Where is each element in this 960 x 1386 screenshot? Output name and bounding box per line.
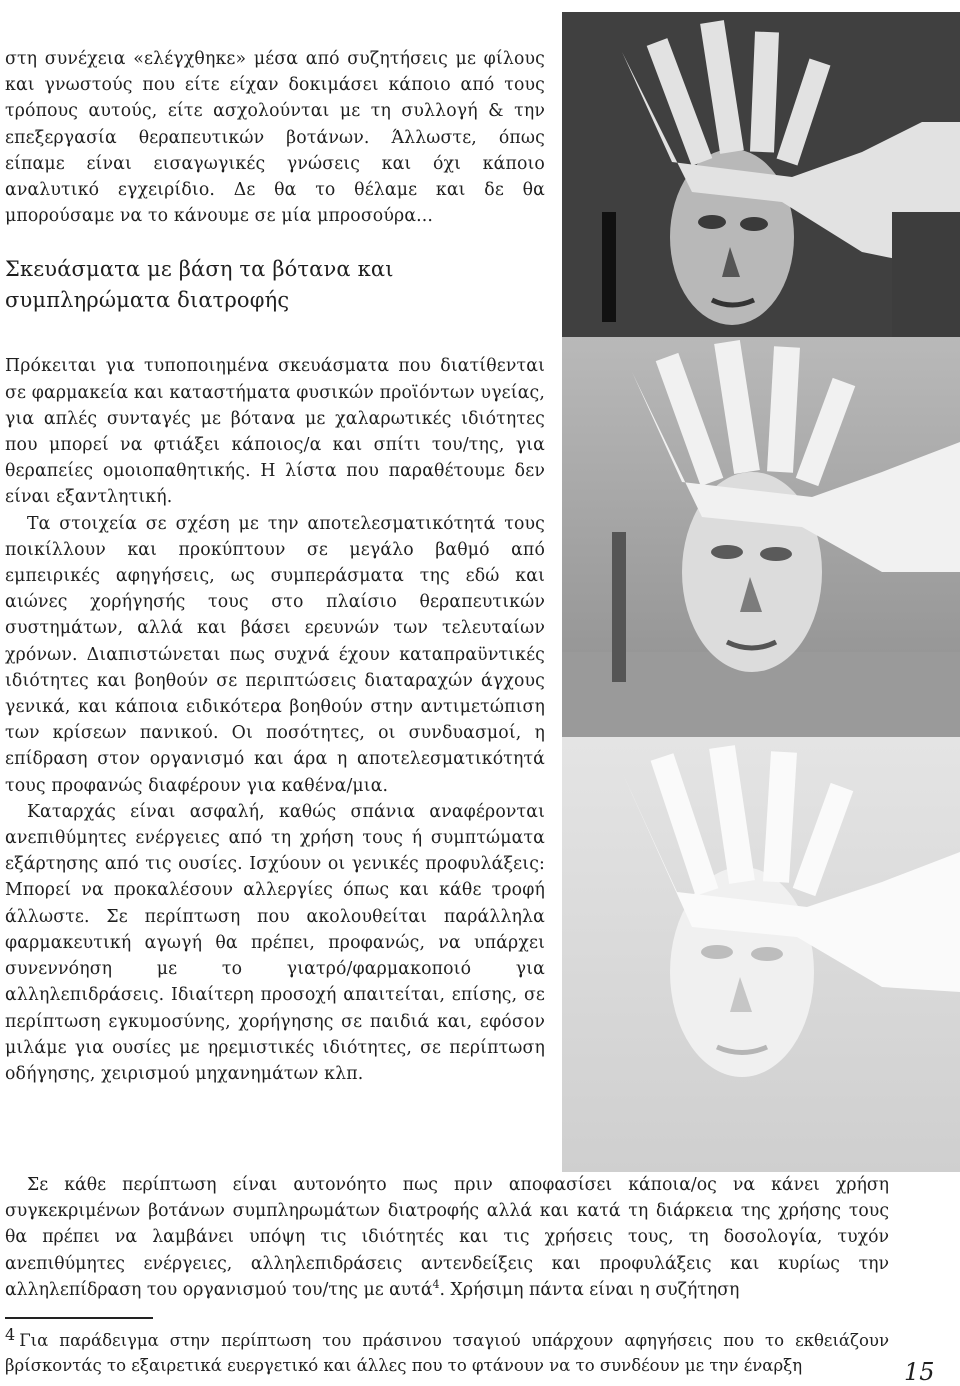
section-heading-wrap [5, 254, 545, 316]
body-paragraph: Τα στοιχεία σε σχέση με την αποτελεσματικότητά τους ποικίλλουν και προκύπτουν σε μεγάλο βαθμό από εμπειρικές αφηγήσεις, ως συμπεράσματα της εδώ και αιώνες χορήγησής τους στο πλαίσιο θεραπευτικών συστημάτων, αλλά και βάσει ερευνών των τελευταίων χρόνων. Διαπιστώνεται πως συχνά έχουν καταπραϋντικές ιδιότητες και βοηθούν σε περιπτώσεις διαταραχών άγχους γενικά, και κάποια ειδικότερα βοηθούν στην αντιμετώπιση των κρίσεων πανικού. Οι ποσότητες, οι συνδυασμοί, η επίδραση στον οργανισμό και άρα η αποτελεσματικότητά τους προφανώς διαφέρουν για καθένα/μια. [5, 513, 545, 796]
footnote-text: Για παράδειγμα στην περίπτωση του πράσινου τσαγιού υπάρχουν αφηγήσεις που το εκθειάζουν βρίσκοντάς το εξαιρετικά ευεργετικό και άλλες που το φτάνουν να το συνδέουν με την έναρξη [5, 1331, 889, 1375]
full-width-paragraph [5, 1172, 889, 1303]
footnote-marker: 4 [5, 1325, 16, 1344]
intro-paragraph: στη συνέχεια «ελέγχθηκε» μέσα από συζητήσεις με φίλους και γνωστούς που είτε είχαν δοκιμάσει κάποιο από τους τρόπους αυτούς, είτε ασχολούνται με τη συλλογή & την επεξεργασία θεραπευτικών βοτάνων. Άλλωστε, όπως είπαμε είναι εισαγωγικές γνώσεις και όχι κάποιο αναλυτικό εγχειρίδιο. Δε θα το θέλαμε και δε θα μπορούσαμε να το κάνουμε σε μία μπροσούρα... [5, 49, 545, 227]
photo-panel-medium [562, 337, 960, 737]
photo-collage-illustration [562, 12, 960, 1172]
footnote-reference[interactable]: 4 [432, 1278, 440, 1292]
page-number: 15 [904, 1358, 935, 1386]
main-text-column [5, 46, 545, 1087]
section-heading: Σκευάσματα με βάση τα βότανα και συμπληρώματα διατροφής [5, 257, 394, 313]
footnote-text-line [5, 1322, 889, 1378]
photo-panel-light [562, 737, 960, 1172]
masked-face-photo-strip [562, 12, 960, 1172]
footnote-divider [5, 1317, 153, 1319]
wide-paragraph-text [5, 1172, 889, 1303]
wide-paragraph-body: Σε κάθε περίπτωση είναι αυτονόητο πως πριν αποφασίσει κάποια/ος να κάνει χρήση συγκεκριμένων βοτάνων συμπληρωμάτων διατροφής αλλά και κατά τη διάρκεια της χρήσης τους θα πρέπει να λαμβάνει υπόψη τις ιδιότητές και τις χρήσεις τους, τη δοσολογία, τυχόν ανεπιθύμητες ενέργειες, αλληλεπιδράσεις αντενδείξεις και προφυλάξεις και κυρίως την αλληλεπίδραση του οργανισμού του/της με αυτά [5, 1175, 889, 1300]
footnote [5, 1322, 889, 1378]
wide-paragraph-tail: . Χρήσιμη πάντα είναι η συζήτηση [439, 1279, 740, 1300]
body-paragraph: Πρόκειται για τυποποιημένα σκευάσματα που διατίθενται σε φαρμακεία και καταστήματα φυσικών προϊόντων υγείας, για απλές συνταγές με βότανα με χαλαρωτικές ιδιότητες που μπορεί να φτιάξει κάποιος/α και σπίτι του/της, για θεραπείες ομοιοπαθητικής. Η λίστα που παραθέτουμε δεν είναι εξαντλητική. [5, 356, 545, 508]
body-paragraph: Καταρχάς είναι ασφαλή, καθώς σπάνια αναφέρονται ανεπιθύμητες ενέργειες από τη χρήση τους ή συμπτώματα εξάρτησης από τις ουσίες. Ισχύουν οι γενικές προφυλάξεις: Μπορεί να προκαλέσουν αλλεργίες όπως και κάθε τροφή άλλωστε. Σε περίπτωση που ακολουθείται παράλληλα φαρμακευτική αγωγή θα πρέπει, προφανώς, να υπάρχει συνεννόηση με το γιατρό/φαρμακοποιό για αλληλεπιδράσεις. Ιδιαίτερη προσοχή απαιτείται, επίσης, σε περίπτωση εγκυμοσύνης, χορήγησης σε παιδιά και, εφόσον μιλάμε για ουσίες με ηρεμιστικές ιδιότητες, σε περίπτωση οδήγησης, χειρισμού μηχανημάτων κλπ. [5, 801, 545, 1084]
photo-panel-dark [562, 12, 960, 337]
